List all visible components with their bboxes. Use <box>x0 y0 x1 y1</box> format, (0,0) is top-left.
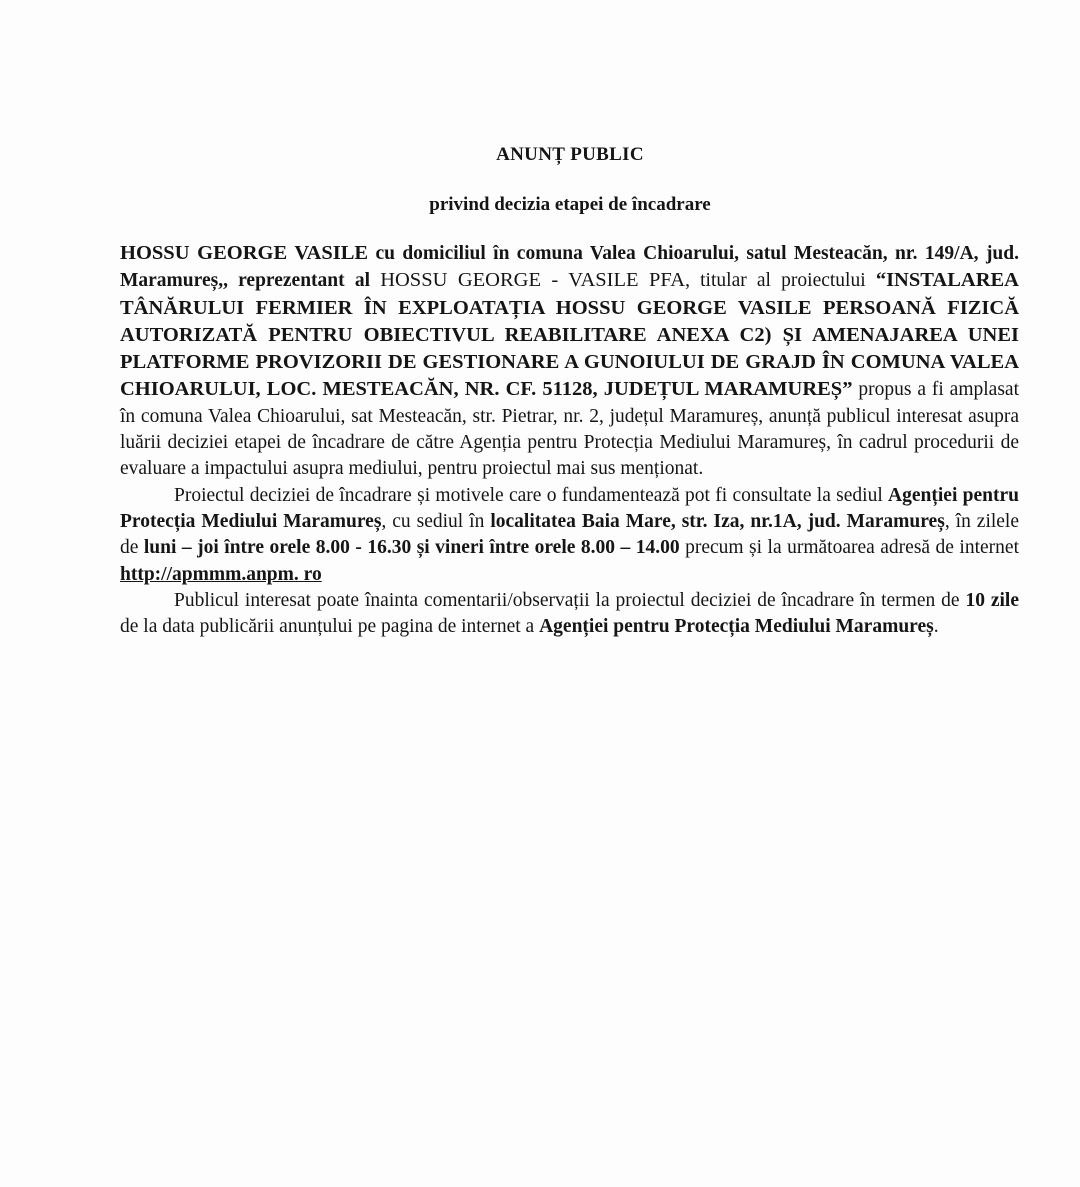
firm-name: HOSSU GEORGE - VASILE PFA <box>380 269 686 292</box>
paragraph-text: propus a fi amplasat în comuna Valea Chioarului, sat Mesteacăn, str. Pietrar, nr. 2, județul Maramureș, anunță publicul interesat asupra luării deciziei etapei de încadrare de către Agenția pentru Protecția Mediului Maramureș, în cadrul procedurii de evaluare a impactului asupra mediului, pentru proiectul mai sus menționat. <box>120 379 1019 480</box>
opening-hours: luni – joi între orele 8.00 - 16.30 și vineri între orele 8.00 – 14.00 <box>143 537 680 559</box>
paragraph-text: , cu sediul în <box>381 510 491 532</box>
paragraph-comments <box>120 588 1019 641</box>
announcement-body <box>120 240 1019 640</box>
paragraph-text: Publicul interesat poate înainta comentarii/observații la proiectul deciziei de încadrare în termen de <box>174 589 966 611</box>
agency-name: Agenției pentru Protecția Mediului Maramureș <box>539 616 934 638</box>
page-title: ANUNȚ PUBLIC <box>496 144 644 165</box>
applicant-address: cu domiciliul în comuna Valea Chioarului, satul Mesteacăn, nr. 149/A, jud. Maramureș,, reprezentant al <box>120 243 1019 292</box>
paragraph-text: precum și la următoarea adresă de internet <box>679 537 1019 559</box>
paragraph-applicant <box>120 240 1019 483</box>
agency-name: Agenției pentru Protecția Mediului Maramureș <box>120 484 1019 532</box>
paragraph-text: . <box>933 616 939 638</box>
paragraph-text: de la data publicării anunțului pe pagina de internet a <box>120 616 540 638</box>
agency-location: localitatea Baia Mare, str. Iza, nr.1A, jud. Maramureș <box>490 510 945 532</box>
project-title: “INSTALAREA TÂNĂRULUI FERMIER ÎN EXPLOATAȚIA HOSSU GEORGE VASILE PERSOANĂ FIZICĂ AUTORIZATĂ PENTRU OBIECTIVUL REABILITARE ANEXA C2) ȘI AMENAJAREA UNEI PLATFORME PROVIZORII DE GESTIONARE A GUNOIULUI DE GRAJD ÎN COMUNA VALEA CHIOARULUI, LOC. MESTEACĂN, NR. CF. 51128, JUDEȚUL MARAMUREȘ” <box>120 269 1019 401</box>
paragraph-consultation <box>120 483 1019 588</box>
website-link[interactable]: http://apmmm.anpm. ro <box>120 563 322 585</box>
page-subtitle: privind decizia etapei de încadrare <box>429 194 711 215</box>
paragraph-text: Proiectul deciziei de încadrare și motivele care o fundamentează pot fi consultate la sediul <box>174 484 889 506</box>
paragraph-text: , în zilele de <box>120 510 1020 559</box>
paragraph-text: , titular al proiectului <box>685 270 876 292</box>
applicant-name: HOSSU GEORGE VASILE <box>120 242 369 264</box>
comment-deadline: 10 zile <box>965 589 1019 611</box>
